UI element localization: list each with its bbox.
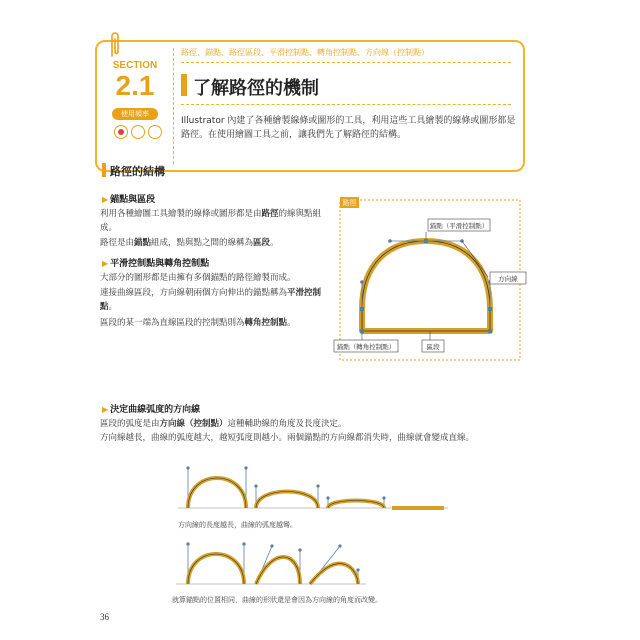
heading-accent-bar [102, 163, 106, 177]
frequency-badge: 使用頻率 [112, 108, 158, 120]
callout-segment: 區段 [426, 343, 440, 351]
anchor-corner-left [360, 329, 364, 333]
section-topics: 路徑、錨點、路徑區段、平滑控制點、轉角控制點、方向線（控制點） [181, 48, 429, 57]
direction-handle-left-side [360, 280, 364, 284]
paragraph-direction-line: 區段的弧度是由方向線（控制點）這種輔助線的角度及長度決定。 [100, 419, 347, 429]
anchor-smooth [424, 239, 428, 243]
header-divider [173, 48, 174, 164]
intro-text: Illustrator 內建了各種繪製線條或圖形的工具，利用這些工具繪製的線條或圖形都是路徑。在使用繪圖工具之前，讓我們先了解路徑的結構。 [181, 116, 516, 140]
section-number: 2.1 [115, 70, 155, 101]
paragraph-corner-point: 區段的某一端為直線區段的控制點則為轉角控制點。 [100, 318, 296, 328]
paragraph-anchor-segment: 路徑是由錨點組成，點與點之間的線稱為區段。 [100, 238, 279, 248]
title-divider [181, 104, 511, 105]
arch-path-shape [362, 241, 490, 331]
curve-medium-handles [256, 492, 318, 509]
caption-angle: 就算錨點的位置相同，曲線的形狀還是會因為方向線的角度而改變。 [172, 596, 382, 604]
rating-dot-filled [114, 125, 128, 139]
angle-comparison-figure [176, 542, 366, 590]
subheading-smooth-corner: ▶ 平滑控制點與轉角控制點 [102, 259, 210, 269]
rating-dot-empty [148, 125, 162, 139]
curve-angle-2 [256, 557, 300, 584]
frequency-rating [114, 125, 162, 139]
paragraph-smooth-point: 連接曲線區段，方向線朝兩個方向伸出的錨點稱為平滑控制點。 [100, 288, 322, 312]
anchor-left [360, 307, 364, 311]
path-structure-figure [330, 197, 530, 367]
rating-dot-empty [131, 125, 145, 139]
title-accent-bar [181, 74, 187, 96]
paragraph-length-effect: 方向線越長，曲線的弧度越大，越短弧度則越小。兩個錨點的方向線都消失時，曲線就會變成直線。 [100, 433, 475, 443]
triangle-bullet-icon: ▶ [102, 405, 109, 414]
topics-divider [181, 62, 511, 63]
anchor-corner-right [488, 329, 492, 333]
page-number: 36 [100, 612, 109, 622]
curve-angle-1 [188, 554, 244, 584]
figure-label: 路徑 [342, 199, 357, 207]
callout-direction-line: 方向線 [498, 275, 518, 283]
paragraph-multi-anchor: 大部分的圖形都是由擁有多個錨點的路徑繪製而成。 [100, 273, 296, 283]
section-heading: 路徑的結構 [110, 165, 165, 178]
direction-handle-left [388, 239, 392, 243]
triangle-bullet-icon: ▶ [102, 259, 109, 268]
curve-long-handles [188, 478, 246, 508]
triangle-bullet-icon: ▶ [102, 195, 109, 204]
subheading-anchor-segment: ▶ 錨點與區段 [102, 195, 156, 205]
curve-short-handles [328, 501, 384, 509]
curve-angle-3 [310, 564, 358, 584]
callout-corner-point: 錨點（轉角控制點） [336, 343, 396, 351]
paragraph-anchor-intro: 利用各種繪圖工具繪製的線條或圖形都是由路徑的線與點組成。 [100, 209, 322, 233]
anchor-right [488, 307, 492, 311]
length-comparison-figure [178, 464, 448, 516]
section-label: SECTION [112, 60, 158, 71]
page-title: 了解路徑的機制 [193, 78, 319, 99]
subheading-direction-line: ▶ 決定曲線弧度的方向線 [102, 405, 201, 415]
paperclip-icon [108, 30, 122, 58]
callout-smooth-point: 錨點（平滑控制點） [429, 222, 489, 230]
caption-length: 方向線的長度越長，曲線的弧度越彎。 [178, 521, 297, 529]
